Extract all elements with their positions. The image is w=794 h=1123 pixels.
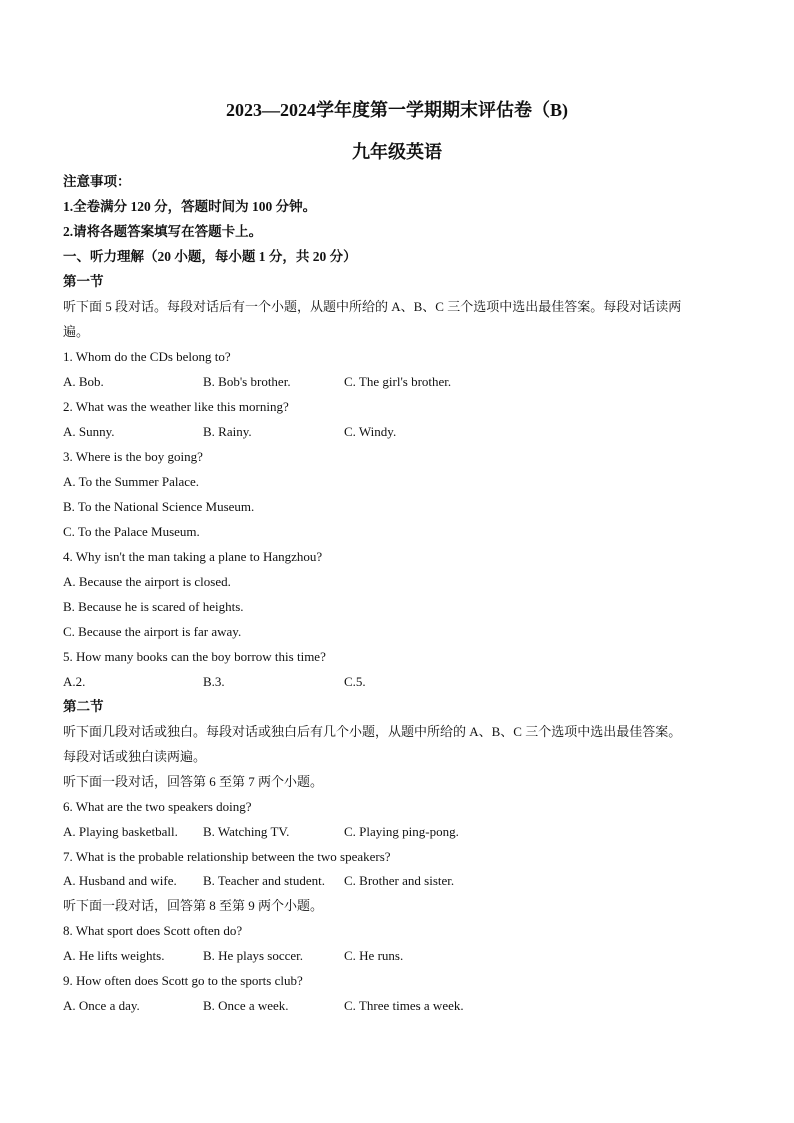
q9-option-a: A. Once a day. — [63, 998, 140, 1013]
q6-option-a: A. Playing basketball. — [63, 824, 178, 839]
q4-option-c: C. Because the airport is far away. — [63, 624, 242, 639]
q8-option-c: C. He runs. — [344, 948, 404, 963]
question-8: 8. What sport does Scott often do? — [63, 923, 243, 938]
q8-option-b: B. He plays soccer. — [203, 948, 304, 963]
exam-title: 2023—2024学年度第一学期期末评估卷（B) — [226, 100, 568, 120]
question-1: 1. Whom do the CDs belong to? — [63, 349, 231, 364]
q1-option-a: A. Bob. — [63, 374, 104, 389]
note-item-2: 2.请将各题答案填写在答题卡上。 — [63, 224, 263, 239]
q8-option-a: A. He lifts weights. — [63, 948, 165, 963]
q6-option-c: C. Playing ping-pong. — [344, 824, 459, 839]
q7-option-b: B. Teacher and student. — [203, 873, 325, 888]
q4-option-a: A. Because the airport is closed. — [63, 574, 231, 589]
note-item-1: 1.全卷满分 120 分，答题时间为 100 分钟。 — [63, 199, 317, 214]
q1-option-c: C. The girl's brother. — [344, 374, 452, 389]
part1-instruction-line2: 遍。 — [63, 324, 90, 339]
q3-option-c: C. To the Palace Museum. — [63, 524, 200, 539]
question-5: 5. How many books can the boy borrow this time? — [63, 649, 326, 664]
question-3: 3. Where is the boy going? — [63, 449, 203, 464]
part2-heading: 第二节 — [63, 699, 104, 714]
q5-option-c: C.5. — [344, 674, 366, 689]
q9-option-b: B. Once a week. — [203, 998, 289, 1013]
q2-option-c: C. Windy. — [344, 424, 397, 439]
q3-option-b: B. To the National Science Museum. — [63, 499, 255, 514]
q7-option-c: C. Brother and sister. — [344, 873, 455, 888]
question-2: 2. What was the weather like this morning? — [63, 399, 289, 414]
notes-heading: 注意事项： — [63, 174, 131, 189]
q6-option-b: B. Watching TV. — [203, 824, 290, 839]
question-4: 4. Why isn't the man taking a plane to Hangzhou? — [63, 549, 323, 564]
part2-group1-intro: 听下面一段对话，回答第 6 至第 7 两个小题。 — [63, 774, 324, 789]
q4-option-b: B. Because he is scared of heights. — [63, 599, 244, 614]
section1-heading: 一、听力理解（20 小题，每小题 1 分，共 20 分） — [63, 249, 357, 264]
q1-option-b: B. Bob's brother. — [203, 374, 291, 389]
question-9: 9. How often does Scott go to the sports club? — [63, 973, 303, 988]
q3-option-a: A. To the Summer Palace. — [63, 474, 200, 489]
q9-option-c: C. Three times a week. — [344, 998, 464, 1013]
question-7: 7. What is the probable relationship between the two speakers? — [63, 849, 391, 864]
q5-option-a: A.2. — [63, 674, 86, 689]
part1-heading: 第一节 — [63, 274, 104, 289]
question-6: 6. What are the two speakers doing? — [63, 799, 252, 814]
part1-instruction-line1: 听下面 5 段对话。每段对话后有一个小题，从题中所给的 A、B、C 三个选项中选出最佳答案。每段对话读两 — [63, 299, 682, 314]
q2-option-a: A. Sunny. — [63, 424, 115, 439]
part2-instruction-line1: 听下面几段对话或独白。每段对话或独白后有几个小题，从题中所给的 A、B、C 三个选项中选出最佳答案。 — [63, 724, 682, 739]
part2-instruction-line2: 每段对话或独白读两遍。 — [63, 749, 207, 764]
exam-subtitle: 九年级英语 — [352, 142, 442, 162]
q7-option-a: A. Husband and wife. — [63, 873, 177, 888]
part2-group2-intro: 听下面一段对话，回答第 8 至第 9 两个小题。 — [63, 898, 324, 913]
q2-option-b: B. Rainy. — [203, 424, 252, 439]
q5-option-b: B.3. — [203, 674, 225, 689]
